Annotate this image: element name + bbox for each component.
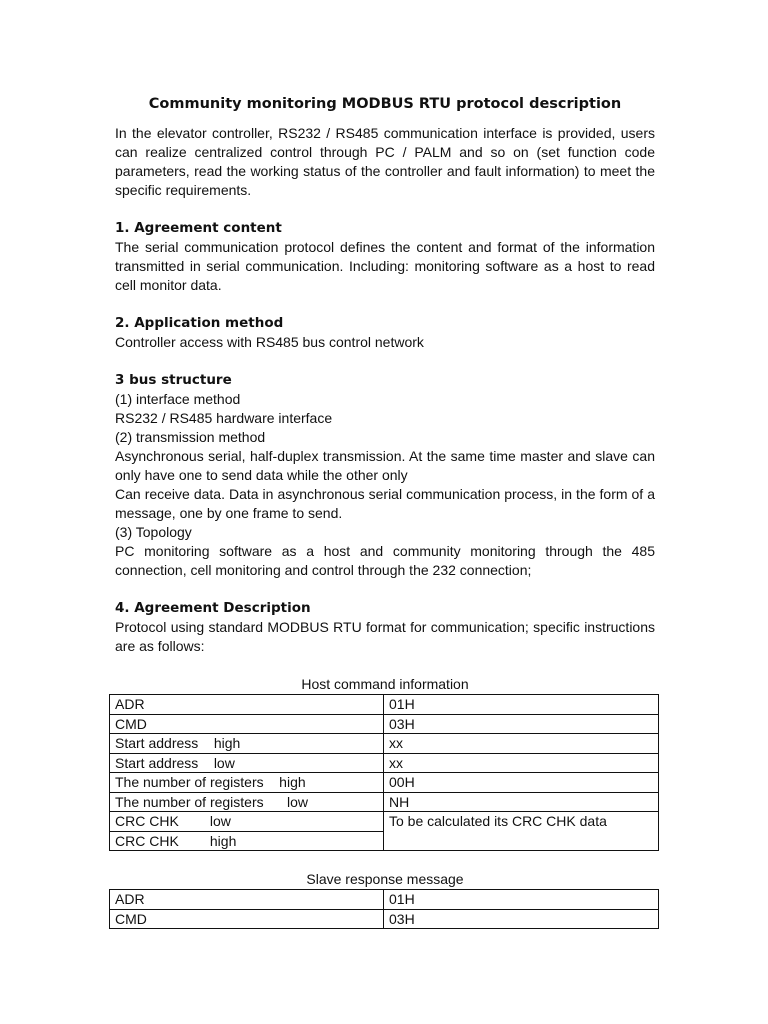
table-cell: 03H (384, 714, 659, 734)
table-cell: NH (384, 792, 659, 812)
section-3-paragraph-3: PC monitoring software as a host and community monitoring through the 485 connection, cell monitoring and control through the 232 connection; (115, 543, 655, 578)
host-table-caption: Host command information (301, 676, 469, 692)
table-cell: Start address low (110, 753, 384, 773)
table-cell-merged: To be calculated its CRC CHK data (384, 812, 659, 851)
document-title: Community monitoring MODBUS RTU protocol description (148, 96, 622, 112)
table-cell: 03H (384, 909, 659, 929)
table-cell: xx (384, 734, 659, 754)
table-cell: ADR (110, 890, 384, 910)
section-3-paragraph-2: Can receive data. Data in asynchronous serial communication process, in the form of a message, one by one frame to send. (115, 486, 655, 521)
table-cell: ADR (110, 695, 384, 715)
table-cell: CMD (110, 714, 384, 734)
table-cell: 00H (384, 773, 659, 793)
section-2-heading: 2. Application method (115, 315, 284, 331)
table-row (110, 714, 659, 734)
table-cell: 01H (384, 695, 659, 715)
section-4-body: Protocol using standard MODBUS RTU format for communication; specific instructions are as follows: (115, 619, 655, 654)
table-row (110, 812, 659, 832)
document-page (115, 94, 655, 929)
section-2-body: Controller access with RS485 bus control network (115, 334, 424, 350)
table-cell: The number of registers low (110, 792, 384, 812)
table-row (110, 792, 659, 812)
section-3-heading: 3 bus structure (115, 372, 232, 388)
table-row (110, 753, 659, 773)
section-1-body: The serial communication protocol defines the content and format of the information transmitted in serial communication. Including: monitoring software as a host to read cell monitor data. (115, 239, 655, 293)
table-row (110, 890, 659, 910)
section-3-line-3: (2) transmission method (115, 429, 266, 445)
table-cell: CRC CHK high (110, 831, 384, 851)
table-cell: The number of registers high (110, 773, 384, 793)
section-3-line-1: (1) interface method (115, 391, 241, 407)
table-row (110, 909, 659, 929)
table-cell: Start address high (110, 734, 384, 754)
slave-response-table (109, 889, 659, 929)
slave-table-caption: Slave response message (306, 871, 464, 887)
table-row (110, 734, 659, 754)
section-3-line-4: (3) Topology (115, 524, 192, 540)
section-3-line-2: RS232 / RS485 hardware interface (115, 410, 333, 426)
section-3-paragraph-1: Asynchronous serial, half-duplex transmission. At the same time master and slave can only have one to send data while the other only (115, 448, 655, 483)
table-cell: xx (384, 753, 659, 773)
intro-paragraph: In the elevator controller, RS232 / RS485 communication interface is provided, users can realize centralized control through PC / PALM and so on (set function code parameters, read the working status of the controller and fault information) to meet the specific requirements. (115, 125, 655, 198)
table-row (110, 695, 659, 715)
table-cell: CMD (110, 909, 384, 929)
table-cell: 01H (384, 890, 659, 910)
section-4-heading: 4. Agreement Description (115, 600, 311, 616)
host-command-table (109, 694, 659, 851)
table-row (110, 773, 659, 793)
table-cell: CRC CHK low (110, 812, 384, 832)
section-1-heading: 1. Agreement content (115, 220, 282, 236)
